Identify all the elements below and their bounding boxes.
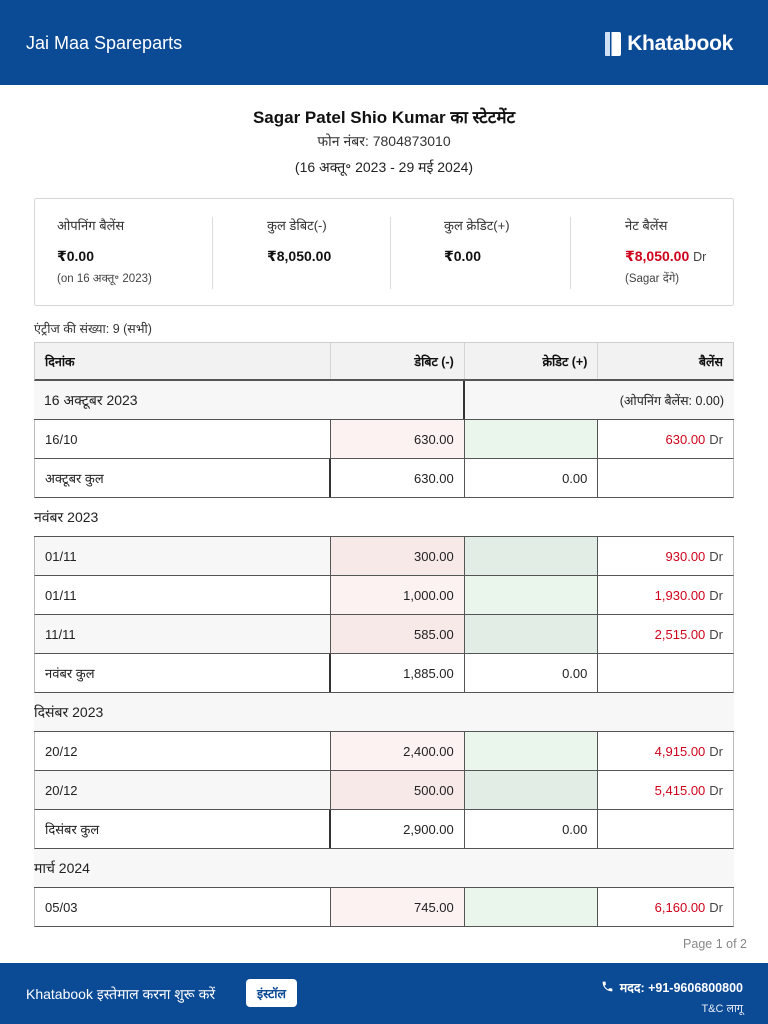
- row-date: 20/12: [35, 732, 331, 770]
- khatabook-logo: [603, 31, 733, 57]
- total-credit: 0.00: [465, 654, 599, 692]
- month-group-november: [34, 498, 734, 537]
- row-date: 11/11: [35, 615, 331, 653]
- table-row: [34, 420, 734, 459]
- entries-count: एंट्रीज की संख्या: 9 (सभी): [34, 322, 152, 336]
- row-credit: [465, 576, 599, 614]
- total-debit: [267, 217, 331, 289]
- month-group-december: [34, 693, 734, 732]
- net-balance-amount: ₹8,050.00: [625, 248, 690, 264]
- row-credit: [465, 537, 599, 575]
- statement-heading: [0, 107, 768, 179]
- net-balance-label: नेट बैलेंस: [625, 218, 668, 233]
- row-date: 16/10: [35, 420, 331, 458]
- table-row: [34, 888, 734, 927]
- summary-card: [34, 198, 734, 306]
- table-row: [34, 576, 734, 615]
- row-balance: [598, 576, 733, 614]
- total-debit-value: ₹8,050.00: [267, 248, 332, 264]
- help-line[interactable]: [601, 979, 743, 996]
- help-number: मदद: +91-9606800800: [619, 981, 743, 995]
- opening-balance-date: (on 16 अक्तू॰ 2023): [57, 273, 152, 285]
- row-balance-amount: 5,415.00: [654, 782, 706, 798]
- total-credit-value: ₹0.00: [444, 248, 481, 264]
- phone-number: फोन नंबर: 7804873010: [317, 133, 451, 149]
- month-name: नवंबर 2023: [34, 508, 99, 525]
- table-header: [34, 342, 734, 381]
- install-button[interactable]: इंस्टॉल: [246, 979, 297, 1007]
- header-balance: बैलेंस: [698, 354, 723, 369]
- opening-balance: [57, 217, 152, 289]
- row-debit: 745.00: [331, 888, 465, 926]
- row-balance-amount: 1,930.00: [654, 587, 706, 603]
- month-group-october: [34, 381, 734, 420]
- table-row: [34, 732, 734, 771]
- row-balance-suffix: Dr: [709, 587, 723, 603]
- total-debit: 630.00: [331, 459, 465, 497]
- row-credit: [465, 615, 599, 653]
- net-balance-note: (Sagar देंगे): [625, 273, 680, 285]
- month-name: दिसंबर 2023: [34, 703, 104, 720]
- total-balance: [598, 654, 733, 692]
- footer-bar: [0, 963, 768, 1024]
- row-balance: [598, 732, 733, 770]
- row-balance-amount: 4,915.00: [654, 743, 706, 759]
- total-label: दिसंबर कुल: [35, 810, 331, 848]
- table-row: [34, 771, 734, 810]
- row-balance: [598, 420, 733, 458]
- opening-balance-note: (ओपनिंग बैलेंस: 0.00): [619, 393, 724, 408]
- row-balance-suffix: Dr: [709, 743, 723, 759]
- row-date: 01/11: [35, 576, 331, 614]
- total-credit: 0.00: [465, 810, 599, 848]
- row-debit: 300.00: [331, 537, 465, 575]
- row-balance: [598, 771, 733, 809]
- month-total-row: [34, 810, 734, 849]
- row-balance-suffix: Dr: [709, 782, 723, 798]
- opening-balance-value: ₹0.00: [57, 248, 94, 264]
- row-date: 05/03: [35, 888, 331, 926]
- month-name: 16 अक्टूबर 2023: [34, 381, 465, 419]
- total-debit: 2,900.00: [331, 810, 465, 848]
- date-range: (16 अक्तू॰ 2023 - 29 मई 2024): [294, 159, 474, 175]
- total-debit-label: कुल डेबिट(-): [267, 218, 327, 233]
- row-balance-suffix: Dr: [709, 431, 723, 447]
- row-credit: [465, 771, 599, 809]
- row-balance-suffix: Dr: [709, 626, 723, 642]
- row-balance-suffix: Dr: [709, 548, 723, 564]
- row-date: 01/11: [35, 537, 331, 575]
- month-group-march: [34, 849, 734, 888]
- row-debit: 585.00: [331, 615, 465, 653]
- row-balance: [598, 615, 733, 653]
- table-row: [34, 615, 734, 654]
- opening-balance-label: ओपनिंग बैलेंस: [57, 218, 125, 233]
- header-credit: क्रेडिट (+): [465, 343, 599, 379]
- phone-icon: [601, 980, 614, 996]
- business-name: Jai Maa Spareparts: [26, 33, 183, 53]
- row-debit: 2,400.00: [331, 732, 465, 770]
- total-credit: [444, 217, 510, 289]
- total-label: अक्टूबर कुल: [35, 459, 331, 497]
- total-credit: 0.00: [465, 459, 599, 497]
- row-balance-amount: 6,160.00: [654, 899, 706, 915]
- month-total-row: [34, 654, 734, 693]
- row-balance-amount: 2,515.00: [654, 626, 706, 642]
- row-credit: [465, 420, 599, 458]
- row-credit: [465, 888, 599, 926]
- total-balance: [598, 459, 733, 497]
- month-name: मार्च 2024: [34, 859, 90, 876]
- month-total-row: [34, 459, 734, 498]
- row-balance-suffix: Dr: [709, 899, 723, 915]
- total-debit: 1,885.00: [331, 654, 465, 692]
- terms-note[interactable]: T&C लागू: [701, 1003, 743, 1015]
- row-balance-amount: 930.00: [665, 548, 706, 564]
- statement-title: Sagar Patel Shio Kumar का स्टेटमेंट: [252, 108, 516, 127]
- row-date: 20/12: [35, 771, 331, 809]
- row-balance-amount: 630.00: [665, 431, 706, 447]
- total-label: नवंबर कुल: [35, 654, 331, 692]
- page-number: Page 1 of 2: [683, 937, 747, 951]
- header-debit: डेबिट (-): [331, 343, 465, 379]
- row-debit: 500.00: [331, 771, 465, 809]
- brand-name: Khatabook: [627, 32, 733, 55]
- table-row: [34, 537, 734, 576]
- row-balance: [598, 537, 733, 575]
- row-debit: 630.00: [331, 420, 465, 458]
- summary-divider: [570, 217, 571, 289]
- row-debit: 1,000.00: [331, 576, 465, 614]
- total-credit-label: कुल क्रेडिट(+): [444, 218, 510, 233]
- net-balance: [625, 217, 706, 289]
- row-balance: [598, 888, 733, 926]
- row-credit: [465, 732, 599, 770]
- summary-divider: [390, 217, 391, 289]
- footer-cta-text: Khatabook इस्तेमाल करना शुरू करें: [26, 986, 216, 1002]
- book-icon: [603, 31, 623, 57]
- header-date: दिनांक: [35, 343, 331, 379]
- header-bar: [0, 0, 768, 85]
- net-balance-suffix: Dr: [693, 250, 707, 264]
- total-balance: [598, 810, 733, 848]
- summary-divider: [212, 217, 213, 289]
- statement-table: [34, 342, 734, 927]
- net-balance-value: [625, 247, 706, 265]
